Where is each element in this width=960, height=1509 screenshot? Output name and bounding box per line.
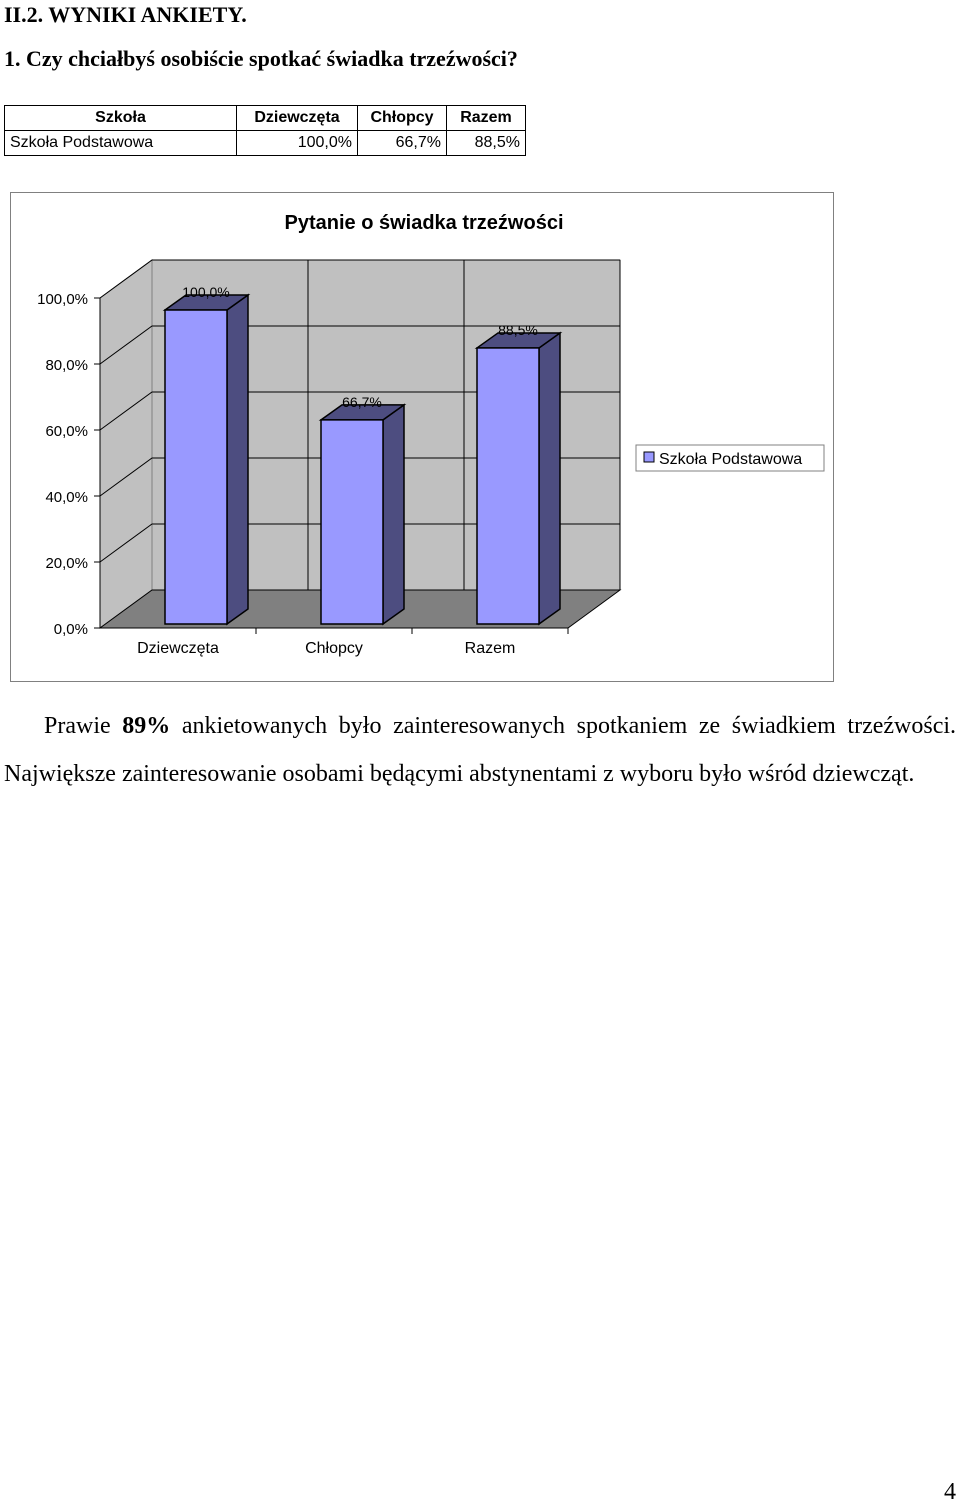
table-header: Razem bbox=[447, 106, 526, 131]
data-label: 66,7% bbox=[342, 393, 382, 410]
section-heading: II.2. WYNIKI ANKIETY. bbox=[4, 2, 247, 27]
summary-highlight: 89% bbox=[122, 713, 171, 739]
summary-paragraph bbox=[4, 702, 956, 798]
table-cell: Szkoła Podstawowa bbox=[5, 131, 237, 156]
bar-side bbox=[227, 295, 248, 624]
table-cell: 100,0% bbox=[237, 131, 358, 156]
chart-title: Pytanie o świadka trzeźwości bbox=[284, 212, 564, 234]
bar-side bbox=[539, 333, 560, 624]
summary-text: ankietowanych było zainteresowanych spotkaniem ze świadkiem trzeźwości. Największe zainteresowanie osobami będącymi abstynentami z wyboru było wśród dziewcząt. bbox=[4, 713, 957, 787]
table-header: Chłopcy bbox=[358, 106, 447, 131]
summary-text: Prawie bbox=[44, 713, 111, 739]
y-tick-label: 60,0% bbox=[45, 423, 88, 440]
y-tick-label: 20,0% bbox=[45, 555, 88, 572]
bar-chart bbox=[0, 0, 960, 700]
data-label: 100,0% bbox=[182, 284, 230, 300]
table-header: Szkoła bbox=[5, 106, 237, 131]
bar-side bbox=[383, 405, 404, 624]
y-tick-label: 100,0% bbox=[37, 291, 88, 308]
survey-question: 1. Czy chciałbyś osobiście spotkać świadka trzeźwości? bbox=[4, 46, 518, 71]
page-number: 4 bbox=[944, 1479, 956, 1505]
table-cell: 88,5% bbox=[447, 131, 526, 156]
y-tick-label: 80,0% bbox=[45, 357, 88, 374]
x-tick-label: Dziewczęta bbox=[137, 640, 219, 657]
table-header: Dziewczęta bbox=[237, 106, 358, 131]
chart-side-wall bbox=[100, 260, 152, 628]
bar bbox=[321, 420, 383, 624]
legend-swatch bbox=[644, 452, 654, 462]
x-tick-label: Chłopcy bbox=[305, 640, 363, 657]
bar bbox=[477, 348, 539, 624]
bar bbox=[165, 310, 227, 624]
data-label: 88,5% bbox=[498, 321, 538, 338]
y-tick-label: 40,0% bbox=[45, 489, 88, 506]
legend-label: Szkoła Podstawowa bbox=[659, 451, 803, 468]
y-tick-label: 0,0% bbox=[53, 621, 88, 638]
table-cell: 66,7% bbox=[358, 131, 447, 156]
x-tick-label: Razem bbox=[464, 640, 516, 657]
